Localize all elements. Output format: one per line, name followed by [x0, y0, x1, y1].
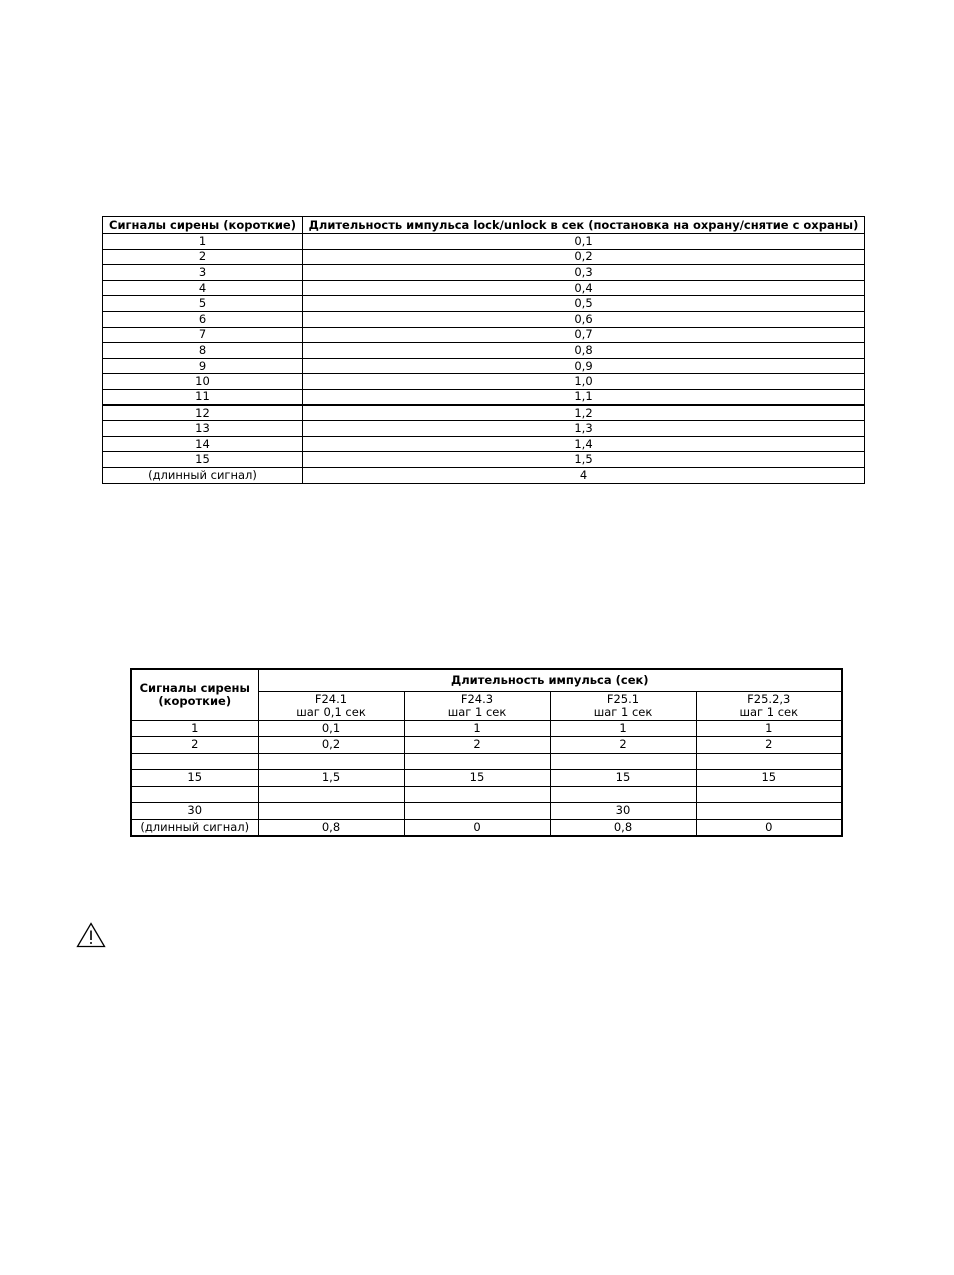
column-step: шаг 1 сек: [447, 704, 507, 719]
table-row: [131, 786, 842, 803]
table2-header-duration: Длительность импульса (сек): [258, 669, 842, 691]
signal-count-cell: 30: [131, 803, 258, 820]
duration-cell: 2: [696, 737, 842, 754]
table2-header-signals-line1: Сигналы сирены: [139, 680, 250, 695]
table-row: [131, 770, 842, 787]
table-row: [131, 737, 842, 754]
duration-cell: 2: [404, 737, 550, 754]
table-row: [103, 421, 865, 437]
table1-header-signals: Сигналы сирены (короткие): [103, 217, 303, 234]
table-row: [103, 343, 865, 359]
column-code: F25.1: [606, 691, 640, 706]
duration-cell: 0,2: [258, 737, 404, 754]
duration-cell: 4: [303, 467, 865, 483]
table-row: [131, 803, 842, 820]
table-row: [103, 327, 865, 343]
signal-count-cell: [131, 786, 258, 803]
duration-cell: 1,5: [303, 452, 865, 468]
duration-cell: 30: [550, 803, 696, 820]
duration-cell: 0,2: [303, 249, 865, 265]
duration-cell: 15: [404, 770, 550, 787]
duration-cell: 0,8: [258, 819, 404, 836]
duration-cell: 1: [550, 720, 696, 737]
duration-cell: 0,8: [550, 819, 696, 836]
duration-cell: 1: [404, 720, 550, 737]
signal-count-cell: 15: [131, 770, 258, 787]
signal-count-cell: [131, 753, 258, 770]
table-row: [103, 249, 865, 265]
duration-cell: 0: [404, 819, 550, 836]
table-row: [131, 720, 842, 737]
table-row: [131, 753, 842, 770]
signal-count-cell: 4: [103, 280, 303, 296]
duration-cell: [258, 803, 404, 820]
signal-count-cell: 10: [103, 374, 303, 390]
table-row: [103, 374, 865, 390]
duration-cell: 0,4: [303, 280, 865, 296]
duration-cell: 1,4: [303, 436, 865, 452]
table2-header-signals: [131, 669, 258, 720]
signal-count-cell: 7: [103, 327, 303, 343]
duration-cell: 2: [550, 737, 696, 754]
duration-cell: 1,0: [303, 374, 865, 390]
table2-header-signals-line2: (короткие): [158, 693, 232, 708]
signal-count-cell: 3: [103, 265, 303, 281]
duration-cell: [404, 786, 550, 803]
duration-cell: [258, 753, 404, 770]
signal-count-cell: 1: [131, 720, 258, 737]
duration-cell: 0,9: [303, 358, 865, 374]
table1-header-duration: Длительность импульса lock/unlock в сек (постановка на охрану/снятие с охраны): [303, 217, 865, 234]
table-row: [103, 296, 865, 312]
duration-cell: [404, 753, 550, 770]
signal-count-cell: 9: [103, 358, 303, 374]
column-step: шаг 0,1 сек: [296, 704, 366, 719]
table-row: [103, 405, 865, 421]
duration-cell: [696, 753, 842, 770]
duration-cell: [550, 753, 696, 770]
duration-cell: 1: [696, 720, 842, 737]
signal-count-cell: (длинный сигнал): [103, 467, 303, 483]
column-code: F24.3: [460, 691, 494, 706]
column-step: шаг 1 сек: [593, 704, 653, 719]
column-code: F25.2,3: [747, 691, 791, 706]
table-row: [103, 389, 865, 405]
duration-cell: [550, 786, 696, 803]
duration-cell: 1,1: [303, 389, 865, 405]
signal-count-cell: 2: [103, 249, 303, 265]
table-row: [103, 358, 865, 374]
duration-cell: 0: [696, 819, 842, 836]
table-row: [103, 280, 865, 296]
column-step: шаг 1 сек: [739, 704, 799, 719]
signal-count-cell: 11: [103, 389, 303, 405]
table2-column-header: [550, 691, 696, 720]
table-row: [103, 452, 865, 468]
table2-column-header: [258, 691, 404, 720]
duration-cell: 0,5: [303, 296, 865, 312]
duration-cell: 1,5: [258, 770, 404, 787]
table-row: [103, 265, 865, 281]
signal-count-cell: 2: [131, 737, 258, 754]
signal-count-cell: 13: [103, 421, 303, 437]
table-row: [131, 819, 842, 836]
duration-cell: 1,2: [303, 405, 865, 421]
duration-cell: [258, 786, 404, 803]
table-row: [103, 311, 865, 327]
duration-cell: [404, 803, 550, 820]
duration-cell: [696, 786, 842, 803]
duration-cell: 1,3: [303, 421, 865, 437]
duration-cell: 15: [550, 770, 696, 787]
duration-cell: 0,1: [258, 720, 404, 737]
duration-cell: 15: [696, 770, 842, 787]
duration-cell: 0,6: [303, 311, 865, 327]
duration-cell: 0,3: [303, 265, 865, 281]
duration-cell: 0,7: [303, 327, 865, 343]
duration-cell: 0,1: [303, 234, 865, 250]
table-row: [103, 467, 865, 483]
signal-count-cell: 14: [103, 436, 303, 452]
table-row: [103, 234, 865, 250]
duration-cell: [696, 803, 842, 820]
signal-count-cell: 1: [103, 234, 303, 250]
column-code: F24.1: [314, 691, 348, 706]
signal-count-cell: 8: [103, 343, 303, 359]
table2-column-header: [696, 691, 842, 720]
signal-count-cell: 15: [103, 452, 303, 468]
table2-column-header: [404, 691, 550, 720]
signal-count-cell: 5: [103, 296, 303, 312]
table-row: [103, 436, 865, 452]
signal-count-cell: 12: [103, 405, 303, 421]
warning-triangle-icon: [76, 922, 106, 948]
signal-duration-table: [102, 216, 865, 484]
duration-cell: 0,8: [303, 343, 865, 359]
pulse-duration-table: [130, 668, 843, 837]
signal-count-cell: 6: [103, 311, 303, 327]
signal-count-cell: (длинный сигнал): [131, 819, 258, 836]
